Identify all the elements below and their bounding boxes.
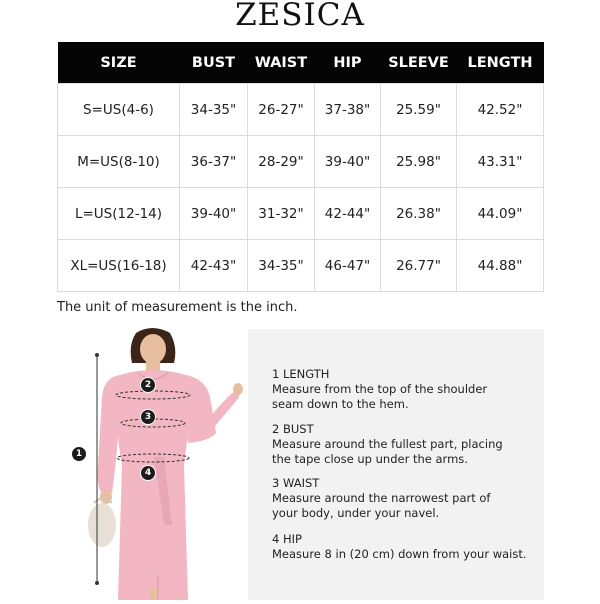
- step-text: Measure around the narrowest part of: [272, 491, 491, 505]
- step-text: your body, under your navel.: [272, 506, 440, 520]
- step-text: seam down to the hem.: [272, 397, 409, 411]
- step-text: Measure from the top of the shoulder: [272, 382, 488, 396]
- model-illustration: [60, 325, 250, 600]
- cell-sleeve: 26.77": [381, 240, 457, 292]
- cell-hip: 39-40": [315, 136, 381, 188]
- cell-waist: 31-32": [248, 188, 315, 240]
- marker-length: 1: [71, 446, 87, 462]
- model-measurement-figure: [60, 325, 250, 600]
- step-title: 4 HIP: [272, 532, 302, 546]
- guide-step-hip: [272, 532, 527, 562]
- header-waist: WAIST: [248, 42, 315, 84]
- cell-sleeve: 25.59": [381, 84, 457, 136]
- cell-bust: 34-35": [180, 84, 248, 136]
- cell-bust: 42-43": [180, 240, 248, 292]
- header-hip: HIP: [315, 42, 381, 84]
- size-chart-table: [57, 42, 544, 292]
- table-row: [58, 240, 544, 292]
- header-size: SIZE: [58, 42, 180, 84]
- cell-size: S=US(4-6): [58, 84, 180, 136]
- cell-hip: 37-38": [315, 84, 381, 136]
- cell-sleeve: 25.98": [381, 136, 457, 188]
- cell-hip: 46-47": [315, 240, 381, 292]
- brand-logo: ZESICA: [235, 0, 365, 33]
- cell-waist: 26-27": [248, 84, 315, 136]
- guide-step-waist: [272, 476, 490, 521]
- table-row: [58, 188, 544, 240]
- measurement-unit-note: The unit of measurement is the inch.: [57, 300, 298, 315]
- header-length: LENGTH: [457, 42, 544, 84]
- step-text: Measure 8 in (20 cm) down from your waist.: [272, 547, 527, 561]
- cell-length: 43.31": [457, 136, 544, 188]
- step-text: Measure around the fullest part, placing: [272, 437, 503, 451]
- cell-waist: 34-35": [248, 240, 315, 292]
- marker-bust: 2: [140, 377, 156, 393]
- step-text: the tape close up under the arms.: [272, 452, 468, 466]
- table-row: [58, 136, 544, 188]
- guide-step-bust: [272, 422, 503, 467]
- header-sleeve: SLEEVE: [381, 42, 457, 84]
- cell-length: 42.52": [457, 84, 544, 136]
- cell-sleeve: 26.38": [381, 188, 457, 240]
- marker-waist: 3: [140, 409, 156, 425]
- cell-length: 44.88": [457, 240, 544, 292]
- cell-size: M=US(8-10): [58, 136, 180, 188]
- table-row: [58, 84, 544, 136]
- step-title: 2 BUST: [272, 422, 314, 436]
- cell-length: 44.09": [457, 188, 544, 240]
- header-bust: BUST: [180, 42, 248, 84]
- guide-step-length: [272, 367, 487, 412]
- cell-waist: 28-29": [248, 136, 315, 188]
- cell-size: L=US(12-14): [58, 188, 180, 240]
- cell-size: XL=US(16-18): [58, 240, 180, 292]
- step-title: 1 LENGTH: [272, 367, 330, 381]
- cell-hip: 42-44": [315, 188, 381, 240]
- marker-hip: 4: [140, 465, 156, 481]
- step-title: 3 WAIST: [272, 476, 320, 490]
- cell-bust: 39-40": [180, 188, 248, 240]
- cell-bust: 36-37": [180, 136, 248, 188]
- table-header-row: [58, 42, 544, 84]
